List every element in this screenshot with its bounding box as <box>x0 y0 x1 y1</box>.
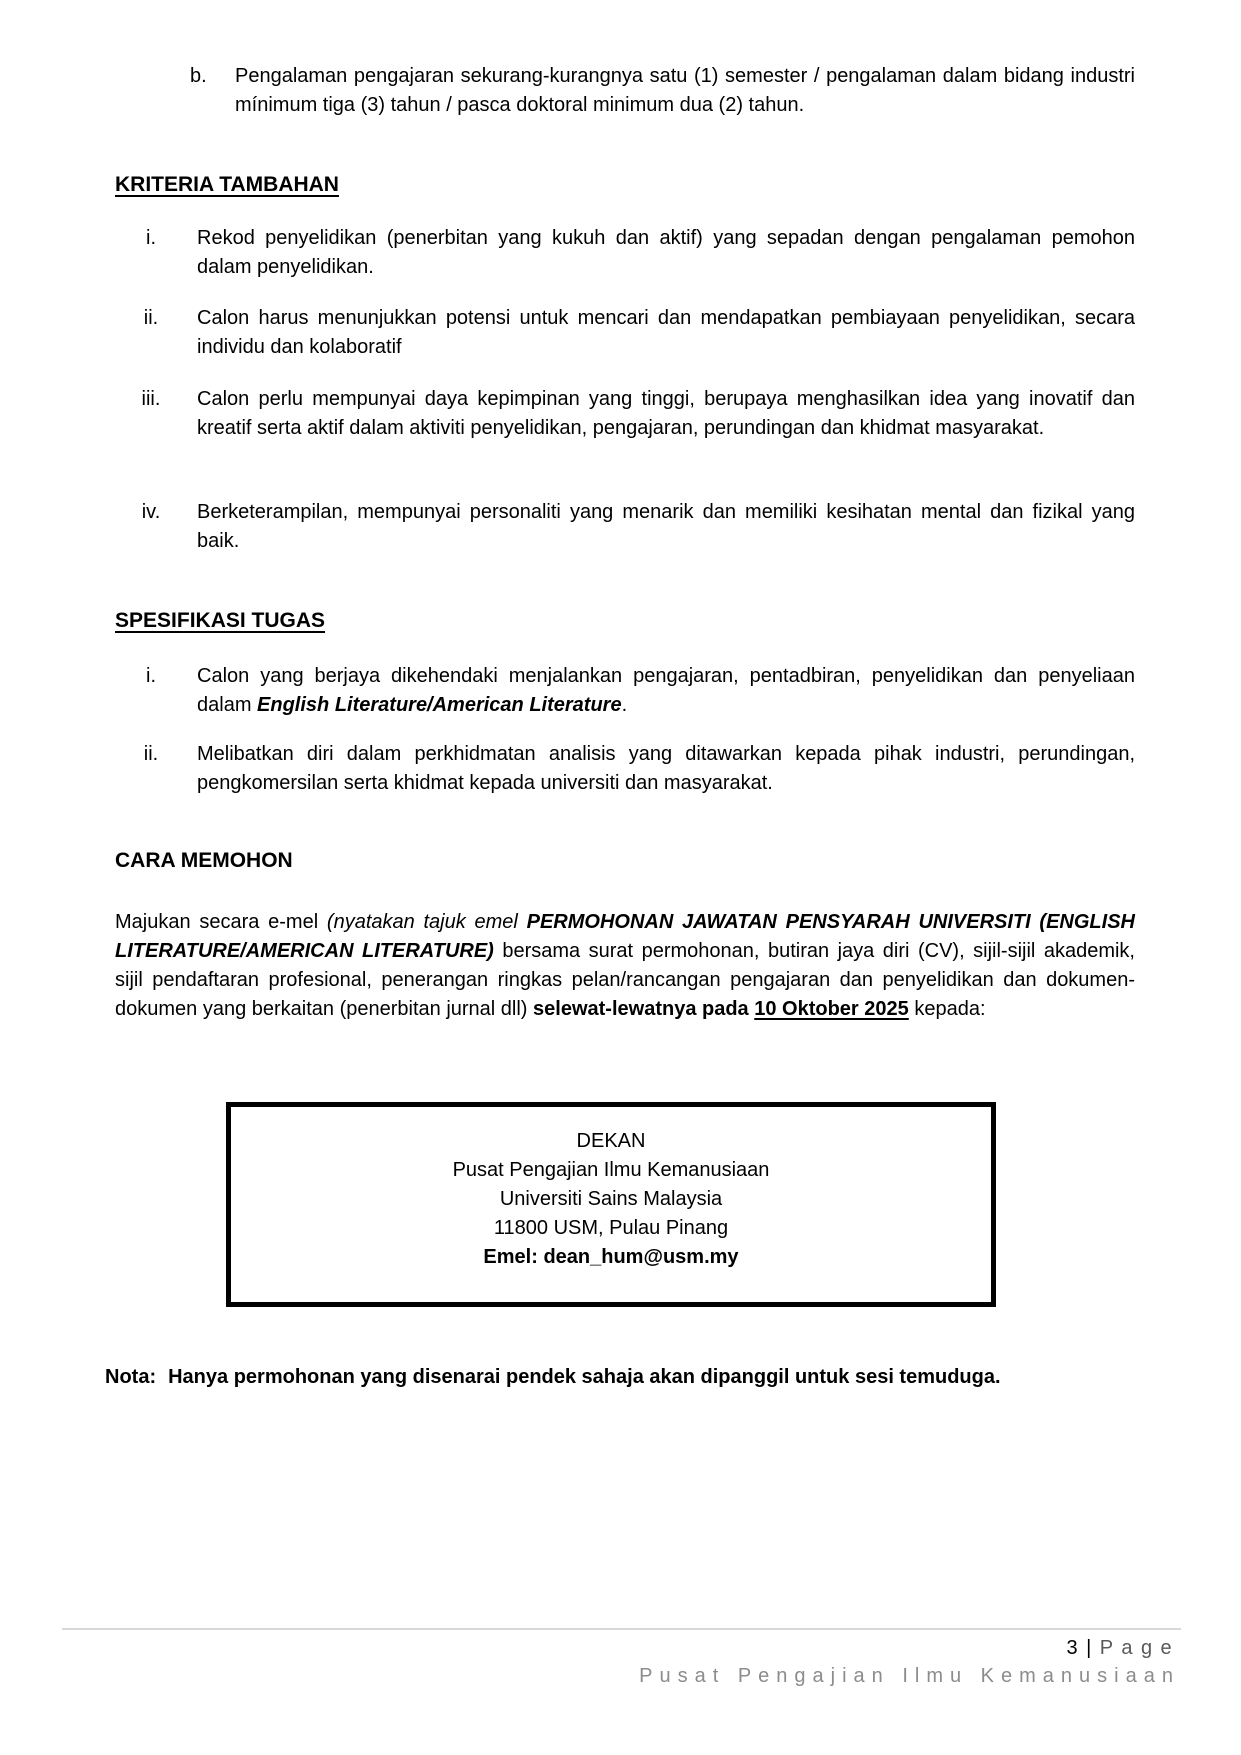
nota-line <box>105 1363 1145 1392</box>
kriteria-item-3 <box>130 385 1135 443</box>
intro-item-marker: b. <box>190 65 207 87</box>
list-item-text: Melibatkan diri dalam perkhidmatan analisis yang ditawarkan kepada pihak industri, perundingan, pengkomersilan serta khidmat kepada universiti dan masyarakat. <box>197 743 1135 794</box>
kriteria-item-4 <box>130 498 1135 556</box>
heading-kriteria-tambahan: KRITERIA TAMBAHAN <box>115 173 339 196</box>
list-item-text: Berketerampilan, mempunyai personaliti yang menarik dan memiliki kesihatan mental dan fizikal yang baik. <box>197 501 1135 552</box>
list-marker: i. <box>146 665 156 687</box>
paragraph-segment: Majukan secara e-mel <box>115 911 327 933</box>
footer-separator: | <box>1086 1637 1100 1659</box>
emphasized-subject: English Literature/American Literature <box>257 694 622 716</box>
text-segment: Calon yang berjaya dikehendaki menjalankan pengajaran, pentadbiran, penyelidikan dan penyeliaan dalam <box>197 665 1135 716</box>
address-university: Universiti Sains Malaysia <box>499 1188 723 1210</box>
intro-item-b <box>190 62 1135 120</box>
spesifikasi-item-2 <box>130 740 1135 798</box>
list-item-text: Rekod penyelidikan (penerbitan yang kukuh dan aktif) yang sepadan dengan pengalaman pemohon dalam penyelidikan. <box>197 227 1135 278</box>
kriteria-item-2 <box>130 304 1135 362</box>
list-marker: iii. <box>141 388 161 410</box>
list-marker: iv. <box>141 501 161 523</box>
heading-spesifikasi-tugas: SPESIFIKASI TUGAS <box>115 609 326 632</box>
spesifikasi-item-1 <box>130 662 1135 720</box>
footer-divider <box>62 1628 1181 1630</box>
deadline-date: 10 Oktober 2025 <box>754 998 909 1020</box>
list-item-text: Calon harus menunjukkan potensi untuk mencari dan mendapatkan pembiayaan penyelidikan, secara individu dan kolaboratif <box>197 307 1135 358</box>
list-item-text: Calon perlu mempunyai daya kepimpinan yang tinggi, berupaya menghasilkan idea yang inovatif dan kreatif serta aktif dalam aktiviti penyelidikan, pengajaran, perundingan dan khidmat masyarakat. <box>197 388 1135 439</box>
footer-department: Pusat Pengajian Ilmu Kemanusiaan <box>639 1665 1180 1687</box>
address-recipient: DEKAN <box>576 1130 646 1152</box>
email-subject-title: PERMOHONAN JAWATAN PENSYARAH UNIVERSITI (ENGLISH LITERATURE/AMERICAN LITERATURE) <box>115 911 1135 962</box>
paragraph-segment-italic: (nyatakan tajuk emel <box>326 911 527 933</box>
deadline-label: selewat-lewatnya pada <box>533 998 755 1020</box>
address-box <box>226 1102 996 1307</box>
heading-cara-memohon: CARA MEMOHON <box>115 849 293 872</box>
list-marker: ii. <box>143 307 159 329</box>
footer-page-word: Page <box>1099 1637 1180 1659</box>
intro-item-text: Pengalaman pengajaran sekurang-kurangnya satu (1) semester / pengalaman dalam bidang industri mínimum tiga (3) tahun / pasca doktoral minimum dua (2) tahun. <box>235 65 1135 116</box>
nota-label: Nota: <box>105 1366 157 1388</box>
address-postcode: 11800 USM, Pulau Pinang <box>493 1217 729 1239</box>
paragraph-segment: bersama surat permohonan, butiran jaya diri (CV), sijil-sijil akademik, sijil pendaftaran profesional, penerangan ringkas pelan/rancangan pengajaran dan penyelidikan dan dokumen-dokumen yang berkaitan (penerbitan jurnal dll) <box>115 940 1135 1020</box>
application-paragraph <box>115 908 1135 1024</box>
list-item-text <box>197 662 1135 720</box>
footer-page-indicator <box>1067 1634 1180 1663</box>
address-school: Pusat Pengajian Ilmu Kemanusiaan <box>452 1159 770 1181</box>
footer-page-number: 3 <box>1066 1637 1087 1659</box>
address-email: Emel: dean_hum@usm.my <box>483 1246 739 1268</box>
paragraph-segment: kepada: <box>908 998 986 1020</box>
list-marker: ii. <box>143 743 159 765</box>
text-segment: . <box>621 694 628 716</box>
list-marker: i. <box>146 227 156 249</box>
nota-text: Hanya permohonan yang disenarai pendek sahaja akan dipanggil untuk sesi temuduga. <box>168 1366 1001 1388</box>
kriteria-item-1 <box>130 224 1135 282</box>
